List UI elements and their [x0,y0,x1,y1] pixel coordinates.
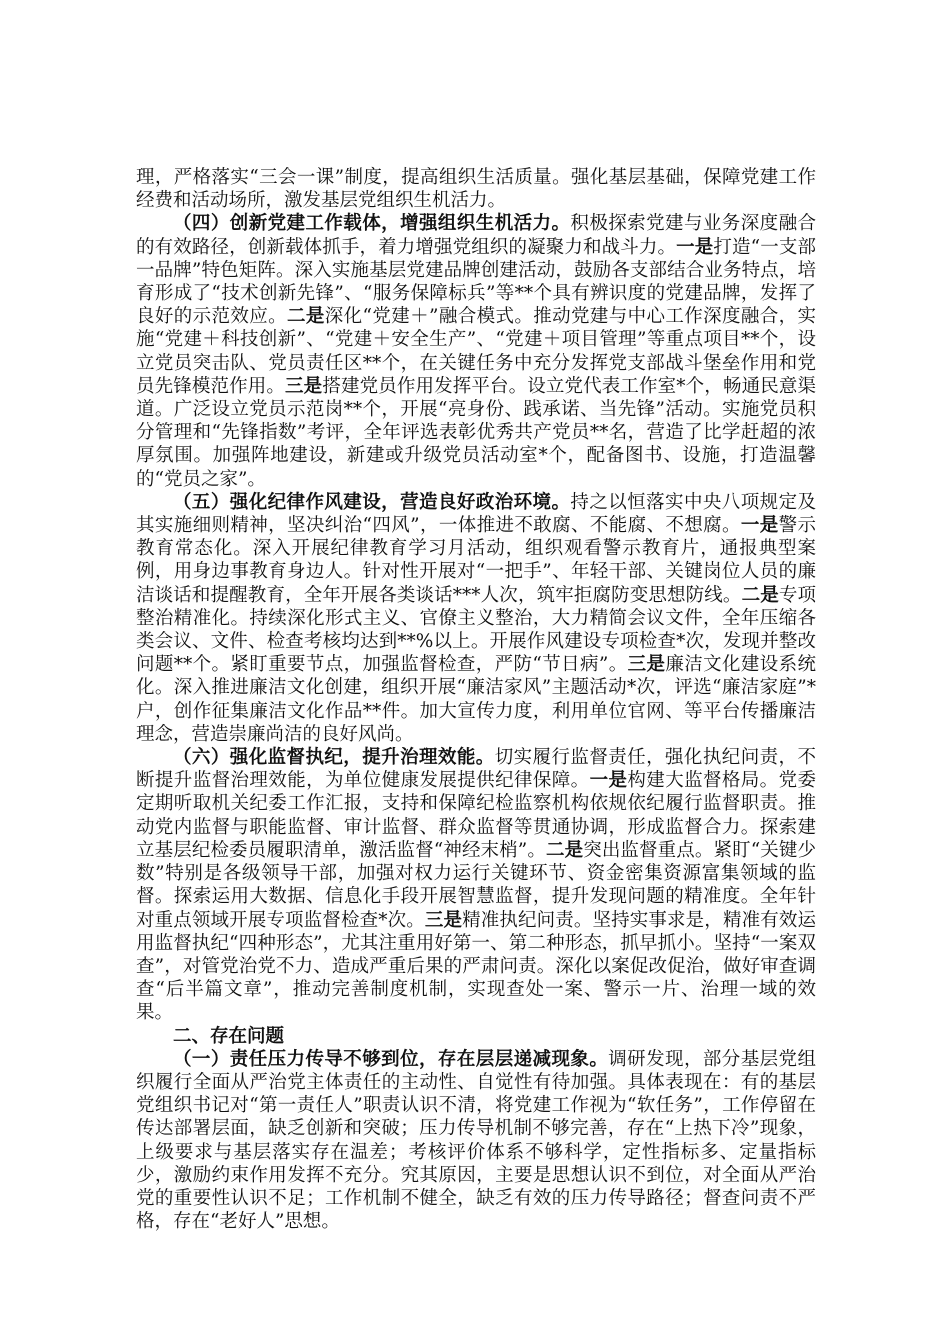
section-6-text-2: 构建大监督格局。党委定期听取机关纪委工作汇报，支持和保障纪检监察机构依规依纪履行监督职责。推动党内监督与职能监督、审计监督、群众监督等贯通协调，形成监督合力。探索建立基层纪检委员履职清单，激活监督“神经末梢”。 [136,770,816,861]
section-5-text-3: 专项整治精准化。持续深化形式主义、官僚主义整治，大力精简会议文件，全年压缩各类会议、文件、检查考核均达到**%以上。开展作风建设专项检查*次，发现并整改问题**个。紧盯重要节点，加强监督检查，严防“节日病”。 [136,584,816,676]
section-6-keyword-2: 二是 [545,839,584,861]
section-4-text-2: 打造“一支部一品牌”特色矩阵。深入实施基层党建品牌创建活动，鼓励各支部结合业务特点，培育形成了“技术创新先锋”、“服务保障标兵”等**个具有辨识度的党建品牌，发挥了良好的示范效应。 [136,236,816,328]
section-6-text-3: 突出监督重点。紧盯“关键少数”特别是各级领导干部，加强对权力运行关键环节、资金密集资源富集领域的监督。探索运用大数据、信息化手段开展智慧监督，提升发现问题的精准度。全年针对重点领域开展专项监督检查*次。 [136,839,816,931]
section-6-keyword-1: 一是 [589,770,628,792]
part-2-heading: 二、存在问题 [173,1025,285,1047]
section-6-text-1: 切实履行监督责任，强化执纪问责，不断提升监督治理效能，为单位健康发展提供纪律保障。 [136,747,816,792]
section-5-text-4: 廉洁文化建设系统化。深入推进廉洁文化创建，组织开展“廉洁家风”主题活动*次，评选“廉洁家庭”*户，创作征集廉洁文化作品**件。加大宣传力度，利用单位官网、等平台传播廉洁理念，营造崇廉尚洁的良好风尚。 [136,654,816,745]
section-4-heading: （四）创新党建工作载体，增强组织生机活力。 [173,213,571,235]
intro-paragraph [136,166,816,212]
section-6-heading: （六）强化监督执纪，提升治理效能。 [173,747,495,769]
section-6-keyword-3: 三是 [424,909,463,931]
document-page [136,166,816,1233]
section-5-heading: （五）强化纪律作风建设，营造良好政治环境。 [173,491,571,513]
problem-1-text: 调研发现，部分基层党组织履行全面从严治党主体责任的主动性、自觉性有待加强。具体表现在：有的基层党组织书记对“第一责任人”职责认识不清，将党建工作视为“软任务”，工作停留在传达部署层面，缺乏创新和突破；压力传导机制不够完善，存在“上热下冷”现象，上级要求与基层落实存在温差；考核评价体系不够科学，定性指标多、定量指标少，激励约束作用发挥不充分。究其原因，主要是思想认识不到位，对全面从严治党的重要性认识不足；工作机制不健全，缺乏有效的压力传导路径；督查问责不严格，存在“老好人”思想。 [136,1048,816,1233]
section-4-keyword-2: 二是 [287,306,325,328]
problem-1-paragraph [136,1048,816,1234]
section-4-keyword-1: 一是 [676,236,714,258]
section-4-keyword-3: 三是 [285,375,323,397]
section-5-keyword-2: 二是 [741,584,779,606]
section-5-keyword-1: 一是 [740,515,779,537]
section-6-paragraph [136,746,816,1024]
section-4-paragraph [136,212,816,490]
section-5-keyword-3: 三是 [627,654,666,676]
section-5-text-2: 警示教育常态化。深入开展纪律教育学习月活动，组织观看警示教育片，通报典型案例，用身边事教育身边人。针对性开展对“一把手”、年轻干部、关键岗位人员的廉洁谈话和提醒教育，全年开展各类谈话***人次，筑牢拒腐防变思想防线。 [136,515,816,606]
section-4-text-3: 深化“党建＋”融合模式。推动党建与中心工作深度融合，实施“党建＋科技创新”、“党建＋安全生产”、“党建＋项目管理”等重点项目**个，设立党员突击队、党员责任区**个，在关键任务中充分发挥党支部战斗堡垒作用和党员先锋模范作用。 [136,306,816,397]
section-4-text-1: 积极探索党建与业务深度融合的有效路径，创新载体抓手，着力增强党组织的凝聚力和战斗力。 [136,213,816,258]
section-6-text-4: 精准执纪问责。坚持实事求是，精准有效运用监督执纪“四种形态”，尤其注重用好第一、第二种形态，抓早抓小。坚持“一案双查”，对管党治党不力、造成严重后果的严肃问责。深化以案促改促治，做好审查调查“后半篇文章”，推动完善制度机制，实现查处一案、警示一片、治理一域的效果。 [136,909,816,1024]
section-4-text-4: 搭建党员作用发挥平台。设立党代表工作室*个，畅通民意渠道。广泛设立党员示范岗**个，开展“亮身份、践承诺、当先锋”活动。实施党员积分管理和“先锋指数”考评，全年评选表彰优秀共产党员**名，营造了比学赶超的浓厚氛围。加强阵地建设，新建或升级党员活动室*个，配备图书、设施，打造温馨的“党员之家”。 [136,375,816,490]
problem-1-heading: （一）责任压力传导不够到位，存在层层递减现象。 [173,1048,609,1070]
section-5-text-1: 持之以恒落实中央八项规定及其实施细则精神，坚决纠治“四风”，一体推进不敢腐、不能腐、不想腐。 [136,491,816,537]
intro-text: 理，严格落实“三会一课”制度，提高组织生活质量。强化基层基础，保障党建工作经费和活动场所，激发基层党组织生机活力。 [136,167,816,212]
section-5-paragraph [136,491,816,746]
